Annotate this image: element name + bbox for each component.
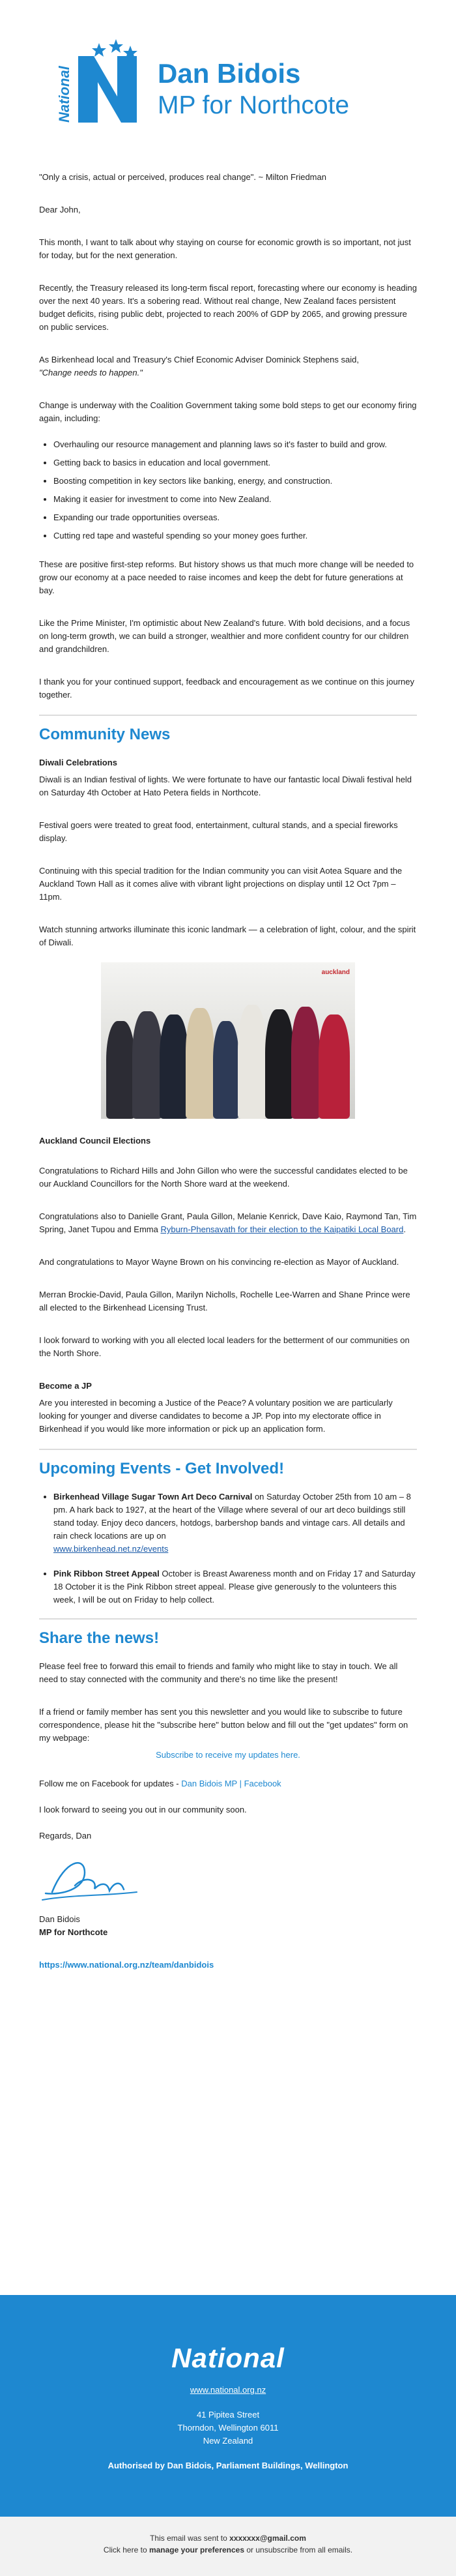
closing-paragraph: I look forward to seeing you out in our community soon. — [39, 1805, 247, 1814]
jp-title: Become a JP — [39, 1381, 92, 1391]
share-paragraph-1: Please feel free to forward this email to friends and family who might like to stay in touch. We all need to stay connected with the community and there's no time like the present! — [39, 1661, 398, 1684]
header — [0, 0, 456, 151]
auckland-council-logo: auckland — [321, 969, 350, 976]
divider — [39, 715, 417, 716]
council-elections-title: Auckland Council Elections — [39, 1136, 151, 1146]
national-site-link[interactable]: www.national.org.nz — [190, 2385, 266, 2395]
event-title: Pink Ribbon Street Appeal — [53, 1569, 160, 1578]
national-footer-logo[interactable]: National — [171, 2343, 285, 2373]
photo-person — [213, 1021, 239, 1119]
national-n-icon — [53, 37, 151, 128]
intro-paragraph-3-lead: As Birkenhead local and Treasury's Chief Economic Adviser Dominick Stephens said, — [39, 355, 359, 364]
council-paragraph-2-end: . — [403, 1224, 406, 1234]
facebook-lead: Follow me on Facebook for updates - — [39, 1779, 182, 1788]
diwali-paragraph-1: Diwali is an Indian festival of lights. We were fortunate to have our fantastic local Diwali festival held on Saturday 4th October at Hato Petera fields in Northcote. — [39, 775, 412, 797]
authorisation-statement: Authorised by Dan Bidois, Parliament Buildings, Wellington — [107, 2461, 349, 2470]
preferences-line — [0, 2544, 456, 2556]
greeting: Dear John, — [39, 205, 81, 215]
council-paragraph-1: Congratulations to Richard Hills and John Gillon who were the successful candidates elected to be our Auckland Councillors for the North Shore ward at the weekend. — [39, 1166, 408, 1189]
main-content — [0, 171, 456, 1972]
event-text: on Saturday October 25th from 10 am – 8 pm. A hark back to 1927, at the heart of the Village where several of our art deco buildings still stand today. Enjoy deco dancers, hotdogs, barbershop bands and vintage cars. All details and rain check locations are up on — [53, 1492, 411, 1541]
events-heading: Upcoming Events - Get Involved! — [39, 1460, 285, 1477]
national-logo[interactable] — [53, 37, 405, 128]
photo-person — [160, 1014, 188, 1119]
council-paragraph-2-text: Congratulations also to Danielle Grant, Paula Gillon, Melanie Kenrick, Dave Kaio, Raymond Tan, Tim Spring, Janet Tupou and Emma — [39, 1211, 417, 1234]
facebook-link[interactable]: Dan Bidois MP | Facebook — [181, 1779, 281, 1788]
signature-block — [39, 1913, 417, 1939]
footer-address — [0, 2408, 456, 2448]
footer-site-row — [0, 2384, 456, 2397]
address-line: New Zealand — [203, 2436, 253, 2446]
signature-name: Dan Bidois — [39, 1914, 80, 1924]
council-paragraph-3: And congratulations to Mayor Wayne Brown on his convincing re-election as Mayor of Auckland. — [39, 1257, 399, 1267]
recipient-email: xxxxxxx@gmail.com — [229, 2534, 306, 2543]
mp-name: Dan Bidois — [158, 58, 301, 89]
profile-row — [39, 1959, 417, 1972]
divider — [39, 1618, 417, 1620]
manage-preferences-link[interactable]: manage your preferences — [149, 2545, 245, 2554]
community-news-heading: Community News — [39, 726, 171, 743]
council-paragraph-2 — [39, 1210, 417, 1236]
divider — [39, 1449, 417, 1450]
kaipatiki-board-link[interactable]: Ryburn-Phensavath for their election to the Kaipatiki Local Board — [160, 1224, 404, 1234]
mp-title: MP for Northcote — [158, 91, 350, 119]
preferences-lead: Click here to — [103, 2545, 149, 2554]
intro-paragraph-6: Like the Prime Minister, I'm optimistic about New Zealand's future. With bold decisions, and a focus on long-term growth, we can build a stronger, wealthier and more confident country for our children and grandchildren. — [39, 618, 410, 654]
facebook-paragraph — [39, 1777, 417, 1790]
photo-person — [106, 1021, 135, 1119]
diwali-group-photo — [101, 962, 355, 1119]
intro-paragraph-5: These are positive first-step reforms. But history shows us that much more change will be needed to grow our economy at a pace needed to raise incomes and keep the debt for future generations at bay. — [39, 559, 414, 595]
intro-paragraph-1: This month, I want to talk about why staying on course for economic growth is so important, not just for today, but for the next generation. — [39, 237, 411, 260]
list-item: • Expanding our trade opportunities overseas. — [53, 511, 417, 524]
treasury-quote: "Change needs to happen." — [39, 368, 143, 378]
subscribe-row — [39, 1749, 417, 1762]
sent-to-text: This email was sent to — [150, 2534, 230, 2543]
list-item: • Cutting red tape and wasteful spending so your money goes further. — [53, 529, 417, 542]
birkenhead-events-link[interactable]: www.birkenhead.net.nz/events — [53, 1544, 169, 1554]
event-item — [53, 1567, 417, 1606]
signature-title: MP for Northcote — [39, 1927, 108, 1937]
regards: Regards, Dan — [39, 1831, 92, 1841]
diwali-paragraph-3: Continuing with this special tradition for the Indian community you can visit Aotea Square and the Auckland Town Hall as it comes alive with vibrant light projections on display until 12 Oct 7pm – 11pm. — [39, 866, 403, 902]
event-title: Birkenhead Village Sugar Town Art Deco Carnival — [53, 1492, 253, 1502]
signature-image — [39, 1846, 143, 1905]
event-item — [53, 1490, 417, 1556]
photo-person — [186, 1008, 214, 1119]
address-line: Thorndon, Wellington 6011 — [177, 2423, 279, 2433]
jp-paragraph: Are you interested in becoming a Justice of the Peace? A voluntary position we are particularly looking for younger and diverse candidates to become a JP. Pop into my electorate office in Birkenhead if you would like more information or pick up an application form. — [39, 1398, 393, 1434]
subscribe-link[interactable]: Subscribe to receive my updates here. — [156, 1750, 300, 1760]
address-line: 41 Pipitea Street — [196, 2410, 260, 2420]
preferences-tail[interactable]: or unsubscribe from all emails. — [244, 2545, 353, 2554]
list-item: • Overhauling our resource management and planning laws so it's faster to build and grow. — [53, 438, 417, 451]
photo-person — [319, 1014, 350, 1119]
intro-paragraph-4: Change is underway with the Coalition Government taking some bold steps to get our economy firing again, including: — [39, 400, 417, 423]
events-list — [39, 1490, 417, 1606]
profile-link[interactable]: https://www.national.org.nz/team/danbidois — [39, 1960, 214, 1970]
share-heading: Share the news! — [39, 1629, 160, 1647]
list-item: • Boosting competition in key sectors like banking, energy, and construction. — [53, 475, 417, 488]
intro-paragraph-7: I thank you for your continued support, feedback and encouragement as we continue on this journey together. — [39, 677, 414, 700]
footer — [0, 2295, 456, 2517]
diwali-paragraph-2: Festival goers were treated to great food, entertainment, cultural stands, and a special fireworks display. — [39, 820, 398, 843]
national-vertical-wordmark: National — [56, 66, 72, 123]
council-paragraph-4: Merran Brockie-David, Paula Gillon, Marilyn Nicholls, Rochelle Lee-Warren and Shane Prince were all elected to the Birkenhead Licensing Trust. — [39, 1290, 410, 1312]
photo-person — [132, 1011, 162, 1119]
council-paragraph-5: I look forward to working with you all elected local leaders for the betterment of our communities on the North Shore. — [39, 1335, 410, 1358]
list-item: • Getting back to basics in education and local government. — [53, 456, 417, 469]
photo-person — [238, 1005, 266, 1119]
event-text: October is Breast Awareness month and on Friday 17 and Saturday 18 October it is the Pink Ribbon street appeal. Please give generously to the volunteers this week, I will be out on Friday to help collect. — [53, 1569, 416, 1605]
diwali-paragraph-4: Watch stunning artworks illuminate this iconic landmark — a celebration of light, colour, and the spirit of Diwali. — [39, 925, 416, 947]
diwali-title: Diwali Celebrations — [39, 758, 117, 767]
intro-paragraph-2: Recently, the Treasury released its long-term fiscal report, forecasting where our economy is heading over the next 40 years. It's a sobering read. Without real change, New Zealand faces persistent budget deficits, rising public debt, projected to reach 200% of GDP by 2065, and growing pressure on public services. — [39, 283, 417, 332]
email-footer — [0, 2517, 456, 2576]
list-item: • Making it easier for investment to come into New Zealand. — [53, 493, 417, 506]
opening-quote: "Only a crisis, actual or perceived, produces real change". ~ Milton Friedman — [39, 172, 326, 182]
intro-paragraph-3 — [39, 353, 417, 379]
sent-to-line — [0, 2532, 456, 2544]
reform-list — [39, 438, 417, 542]
share-paragraph-2: If a friend or family member has sent you this newsletter and you would like to subscribe to future correspondence, please hit the "subscribe here" button below and fill out the "get updates" form on my webpage: — [39, 1707, 408, 1743]
photo-person — [265, 1009, 294, 1119]
photo-person — [291, 1007, 320, 1119]
